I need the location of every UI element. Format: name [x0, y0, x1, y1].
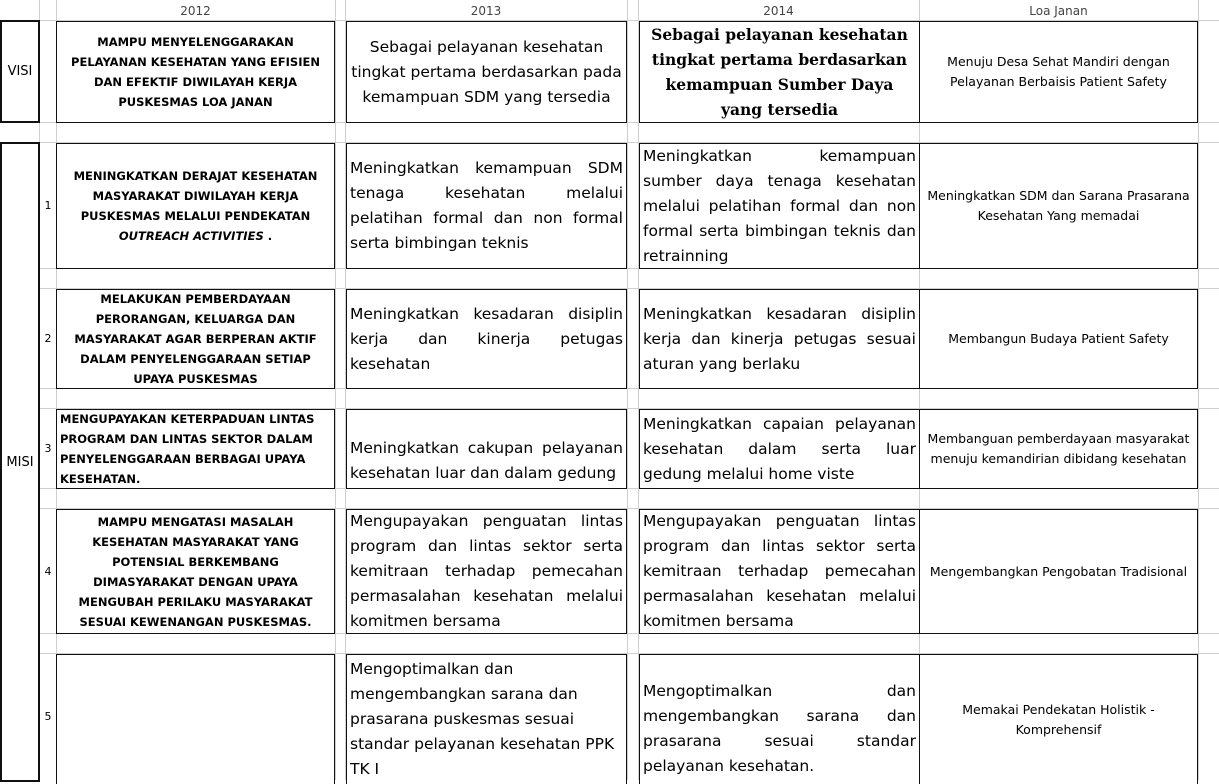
cell-text: Meningkatkan SDM dan Sarana Prasarana Kesehatan Yang memadai — [927, 188, 1190, 223]
misi-1-2014-cell — [639, 143, 920, 269]
cell-text: Membangun Budaya Patient Safety — [948, 331, 1169, 346]
cell-text: MELAKUKAN PEMBERDAYAAN PERORANGAN, KELUARGA DAN MASYARAKAT AGAR BERPERAN AKTIF DALAM PENYELENGGARAAN SETIAP UPAYA PUSKESMAS — [74, 292, 317, 386]
misi-2-2012-cell — [56, 289, 335, 389]
misi-3-2012-cell — [56, 409, 335, 489]
row-number: 2 — [44, 332, 52, 345]
grid-line — [627, 0, 628, 780]
misi-4-loa-janan-cell — [919, 509, 1198, 634]
grid-line — [335, 0, 336, 780]
cell-text: Mengoptimalkan dan mengembangkan sarana dan prasarana puskesmas sesuai standar pelayanan kesehatan PPK TK I — [350, 660, 615, 778]
misi-1-2012-cell — [56, 143, 335, 269]
cell-text: Meningkatkan cakupan pelayanan kesehatan luar dan dalam gedung — [350, 439, 623, 482]
cell-text: Meningkatkan capaian pelayanan kesehatan dalam serta luar gedung melalui home viste — [643, 414, 916, 483]
visi-label: VISI — [0, 20, 40, 123]
row-number: 5 — [44, 710, 52, 723]
cell-text: Membanguan pemberdayaan masyarakat menuju kemandirian dibidang kesehatan — [927, 431, 1190, 466]
misi-1-loa-janan-cell — [919, 143, 1198, 269]
misi-5-2013-cell — [346, 654, 627, 784]
misi-5-loa-janan-cell — [919, 654, 1198, 784]
cell-text: Mengupayakan penguatan lintas program dan lintas sektor serta kemitraan terhadap pemecahan permasalahan kesehatan melalui komitmen bersama — [643, 512, 916, 630]
cell-text: Menuju Desa Sehat Mandiri dengan Pelayanan Berbaisis Patient Safety — [947, 54, 1170, 89]
cell-text: Sebagai pelayanan kesehatan tingkat pertama berdasarkan pada kemampuan SDM yang tersedia — [351, 37, 622, 106]
misi-5-2014-cell — [639, 654, 920, 784]
cell-text: Meningkatkan kesadaran disiplin kerja dan kinerja petugas kesehatan — [350, 304, 623, 373]
grid-line — [1198, 0, 1199, 780]
column-header-2012: 2012 — [180, 3, 211, 18]
misi-3-2014-cell — [639, 409, 920, 489]
misi-4-2013-cell — [346, 509, 627, 634]
cell-text: Mengembangkan Pengobatan Tradisional — [929, 563, 1188, 579]
visi-2012-cell — [56, 21, 335, 123]
cell-text: Meningkatkan kemampuan SDM tenaga kesehatan melalui pelatihan formal dan non formal serta bimbingan teknis — [350, 159, 623, 252]
cell-text: Mengupayakan penguatan lintas program dan lintas sektor serta kemitraan terhadap pemecahan permasalahan kesehatan melalui komitmen bersama — [350, 512, 623, 630]
misi-2-2014-cell — [639, 289, 920, 389]
cell-text: Meningkatkan kesadaran disiplin kerja dan kinerja petugas sesuai aturan yang berlaku — [643, 304, 916, 373]
cell-text: Memakai Pendekatan Holistik - Komprehensif — [962, 701, 1155, 737]
column-header-2014: 2014 — [763, 3, 794, 18]
misi-2-2013-cell — [346, 289, 627, 389]
column-header-loa-janan: Loa Janan — [1029, 3, 1088, 18]
misi-5-2012-cell — [56, 654, 335, 784]
row-number: 3 — [44, 442, 52, 455]
misi-2-loa-janan-cell — [919, 289, 1198, 389]
misi-3-loa-janan-cell — [919, 409, 1198, 489]
row-number: 4 — [44, 565, 52, 578]
misi-4-2014-cell — [639, 509, 920, 634]
misi-1-2013-cell — [346, 143, 627, 269]
visi-2013-cell — [346, 21, 627, 123]
misi-3-2013-cell — [346, 409, 627, 489]
cell-text-tail: . — [263, 229, 273, 243]
cell-text-italic: OUTREACH ACTIVITIES — [118, 229, 264, 243]
row-number: 1 — [44, 199, 52, 212]
cell-text: Sebagai pelayanan kesehatan tingkat pertama berdasarkan kemampuan Sumber Daya yang tersedia — [651, 25, 908, 119]
visi-loa-janan-cell — [919, 21, 1198, 123]
cell-text: MENINGKATKAN DERAJAT KESEHATAN MASYARAKAT DIWILAYAH KERJA PUSKESMAS MELALUI PENDEKATAN — [73, 169, 318, 223]
cell-text: MENGUPAYAKAN KETERPADUAN LINTAS PROGRAM DAN LINTAS SEKTOR DALAM PENYELENGGARAAN BERBAGAI UPAYA KESEHATAN. — [60, 412, 315, 486]
misi-4-2012-cell — [56, 509, 335, 634]
cell-text: Mengoptimalkan dan mengembangkan sarana dan prasarana sesuai standar pelayanan kesehatan. — [643, 682, 916, 775]
cell-text: MAMPU MENGATASI MASALAH KESEHATAN MASYARAKAT YANG POTENSIAL BERKEMBANG DIMASYARAKAT DENGAN UPAYA MENGUBAH PERILAKU MASYARAKAT SESUAI KEWENANGAN PUSKESMAS. — [78, 514, 313, 629]
column-header-2013: 2013 — [470, 3, 502, 18]
misi-label: MISI — [0, 142, 40, 782]
visi-2014-cell — [639, 21, 920, 123]
cell-text: Meningkatkan kemampuan sumber daya tenaga kesehatan melalui pelatihan formal dan non formal serta bimbingan teknis dan retrainning — [643, 146, 916, 265]
cell-text: MAMPU MENYELENGGARAKAN PELAYANAN KESEHATAN YANG EFISIEN DAN EFEKTIF DIWILAYAH KERJA PUSKESMAS LOA JANAN — [71, 35, 320, 109]
